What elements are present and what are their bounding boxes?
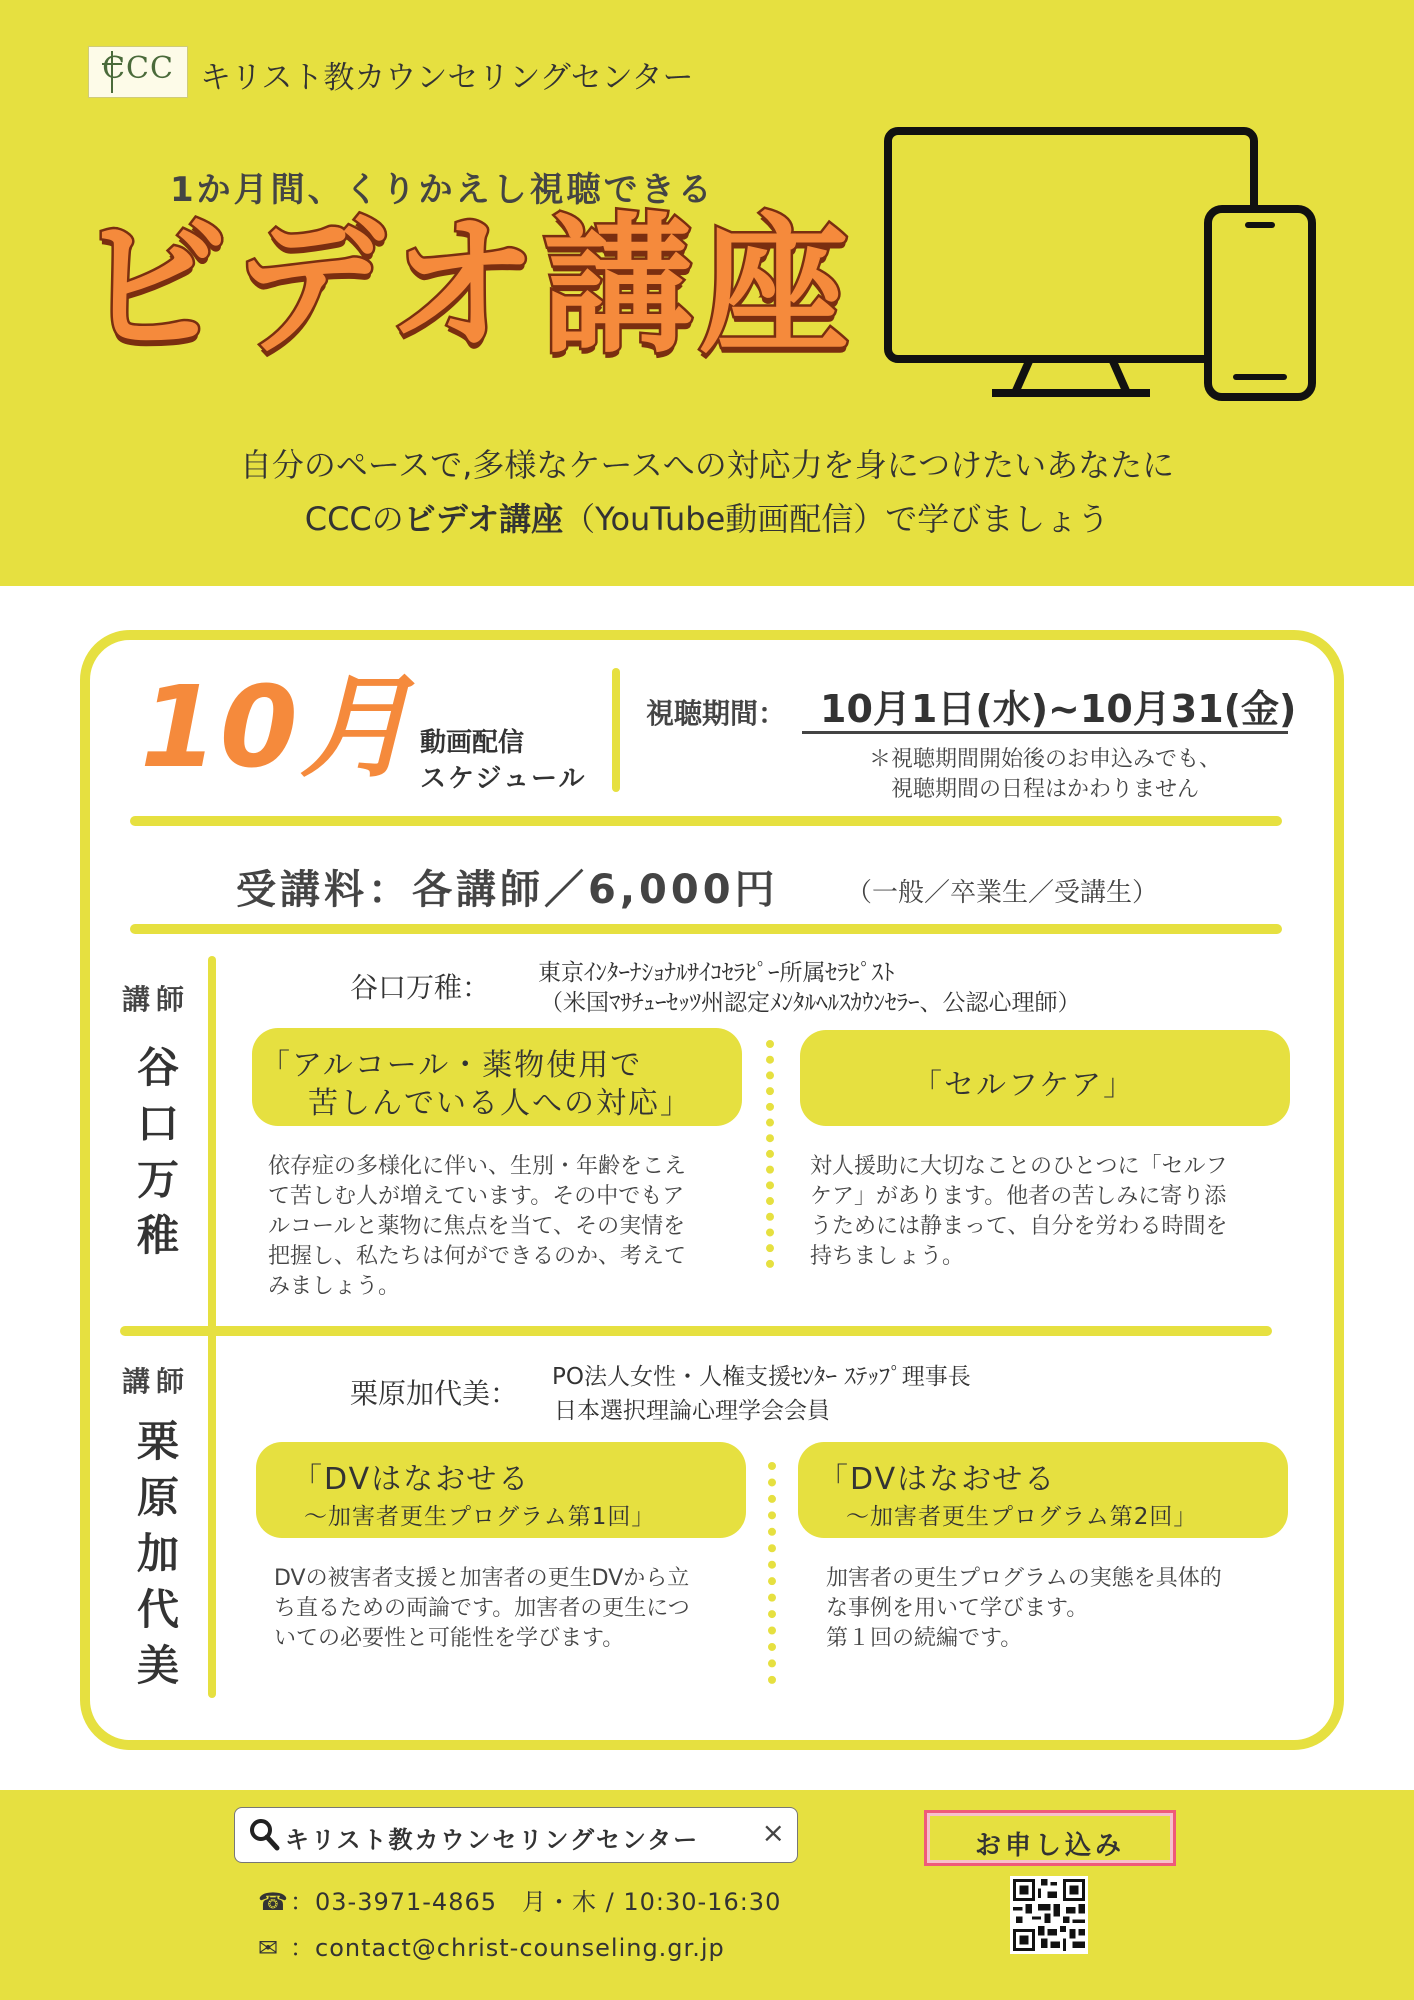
lecturer-affiliation-1: 東京ｲﾝﾀｰﾅｼｮﾅﾙｻｲｺｾﾗﾋﾟｰ所属ｾﾗﾋﾟｽﾄ [538,960,895,986]
course-title-pill: 「アルコール・薬物使用で 苦しんでいる人への対応」 [252,1028,742,1126]
apply-button-label: お申し込み [974,1831,1125,1861]
apply-button[interactable] [924,1810,1176,1866]
subhead: 1か月間、くりかえし視聴できる [170,170,715,210]
lecturer-affiliation-2: （米国ﾏｻﾁｭｰｾｯﾂ州認定ﾒﾝﾀﾙﾍﾙｽｶｳﾝｾﾗｰ、公認心理師） [540,990,1081,1016]
org-name: キリスト教カウンセリングセンター [200,60,694,96]
dotted-divider [766,1040,774,1268]
lecturer-vertical-name: 谷 口 万 稚 [136,1043,179,1260]
clear-icon[interactable]: × [761,1816,785,1849]
month-number: 10月 [140,663,414,793]
lecturer-label: 講師 [122,1365,191,1398]
lecturer-vertical-name: 栗 原 加 代 美 [136,1417,179,1690]
search-icon [249,1818,281,1852]
lecturer-name: 谷口万稚： [350,971,491,1004]
lecturer-affiliation-1: PO法人女性・人権支援ｾﾝﾀｰ ｽﾃｯﾌﾟ理事長 [552,1364,971,1390]
schedule-caption-1: 動画配信 [420,728,525,758]
fee-main: 受講料：各講師／6,000円 [236,867,779,913]
course-title-pill: 「セルフケア」 [800,1030,1290,1126]
lecturer-label: 講師 [122,983,191,1016]
schedule-caption-2: スケジュール [420,764,587,794]
dotted-divider [768,1462,776,1684]
ccc-logo [88,46,188,98]
period-note-2: 視聴期間の日程はかわりません [890,777,1199,802]
monitor-phone-icon [880,125,1330,405]
period-label: 視聴期間： [646,697,787,730]
phone-icon: ☎ [258,1888,289,1916]
lecturer-affiliation-2: 日本選択理論心理学会会員 [554,1398,830,1424]
divider [612,668,620,792]
fee-sub: （一般／卒業生／受講生） [846,878,1159,908]
course-description: DVの被害者支援と加害者の更生DVから立 ち直るための両論です。加害者の更生につ いての必要性と可能性を学びます。 [274,1566,690,1651]
intro-line-2: CCCのビデオ講座（YouTube動画配信）で学びましょう [304,500,1110,538]
mail-icon: ✉ [258,1934,280,1962]
course-description: 加害者の更生プログラムの実態を具体的 な事例を用いて学びます。 第１回の続編です。 [826,1566,1222,1651]
divider [130,816,1282,826]
divider [120,1326,1272,1336]
course-description: 対人援助に大切なことのひとつに「セルフ ケア」があります。他者の苦しみに寄り添 うためには静まって、自分を労わる時間を 持ちましょう。 [810,1154,1228,1269]
underline [802,731,1288,734]
header-banner [0,0,1414,586]
qr-code-icon[interactable] [1010,1876,1088,1954]
phone-contact [258,1882,781,1917]
period-note-1: ＊視聴期間開始後のお申込みでも、 [868,747,1221,772]
search-box[interactable] [234,1807,798,1863]
course-title-pill: 「DVはなおせる ～加害者更生プログラム第1回」 [256,1442,746,1538]
period-value: 10月1日(水)~10月31(金) [820,687,1297,731]
logo-text: CCC [102,51,174,86]
email-contact [258,1928,725,1963]
divider [130,924,1282,934]
course-description: 依存症の多様化に伴い、生別・年齢をこえ て苦しむ人が増えています。その中でもア ルコールと薬物に焦点を当て、その実情を 把握し、私たちは何ができるのか、考えて みましょう。 [268,1154,687,1299]
course-title-pill: 「DVはなおせる ～加害者更生プログラム第2回」 [798,1442,1288,1538]
phone-text: ：03-3971-4865 月・木 / 10:30-16:30 [290,1888,782,1916]
search-input[interactable]: キリスト教カウンセリングセンター [285,1826,700,1854]
email-text[interactable]: ：contact@christ-counseling.gr.jp [290,1934,725,1962]
page-title: ビデオ講座 [78,200,856,374]
lecturer-name: 栗原加代美： [350,1377,519,1410]
intro-line-1: 自分のペースで,多様なケースへの対応力を身につけたいあなたに [239,446,1175,484]
